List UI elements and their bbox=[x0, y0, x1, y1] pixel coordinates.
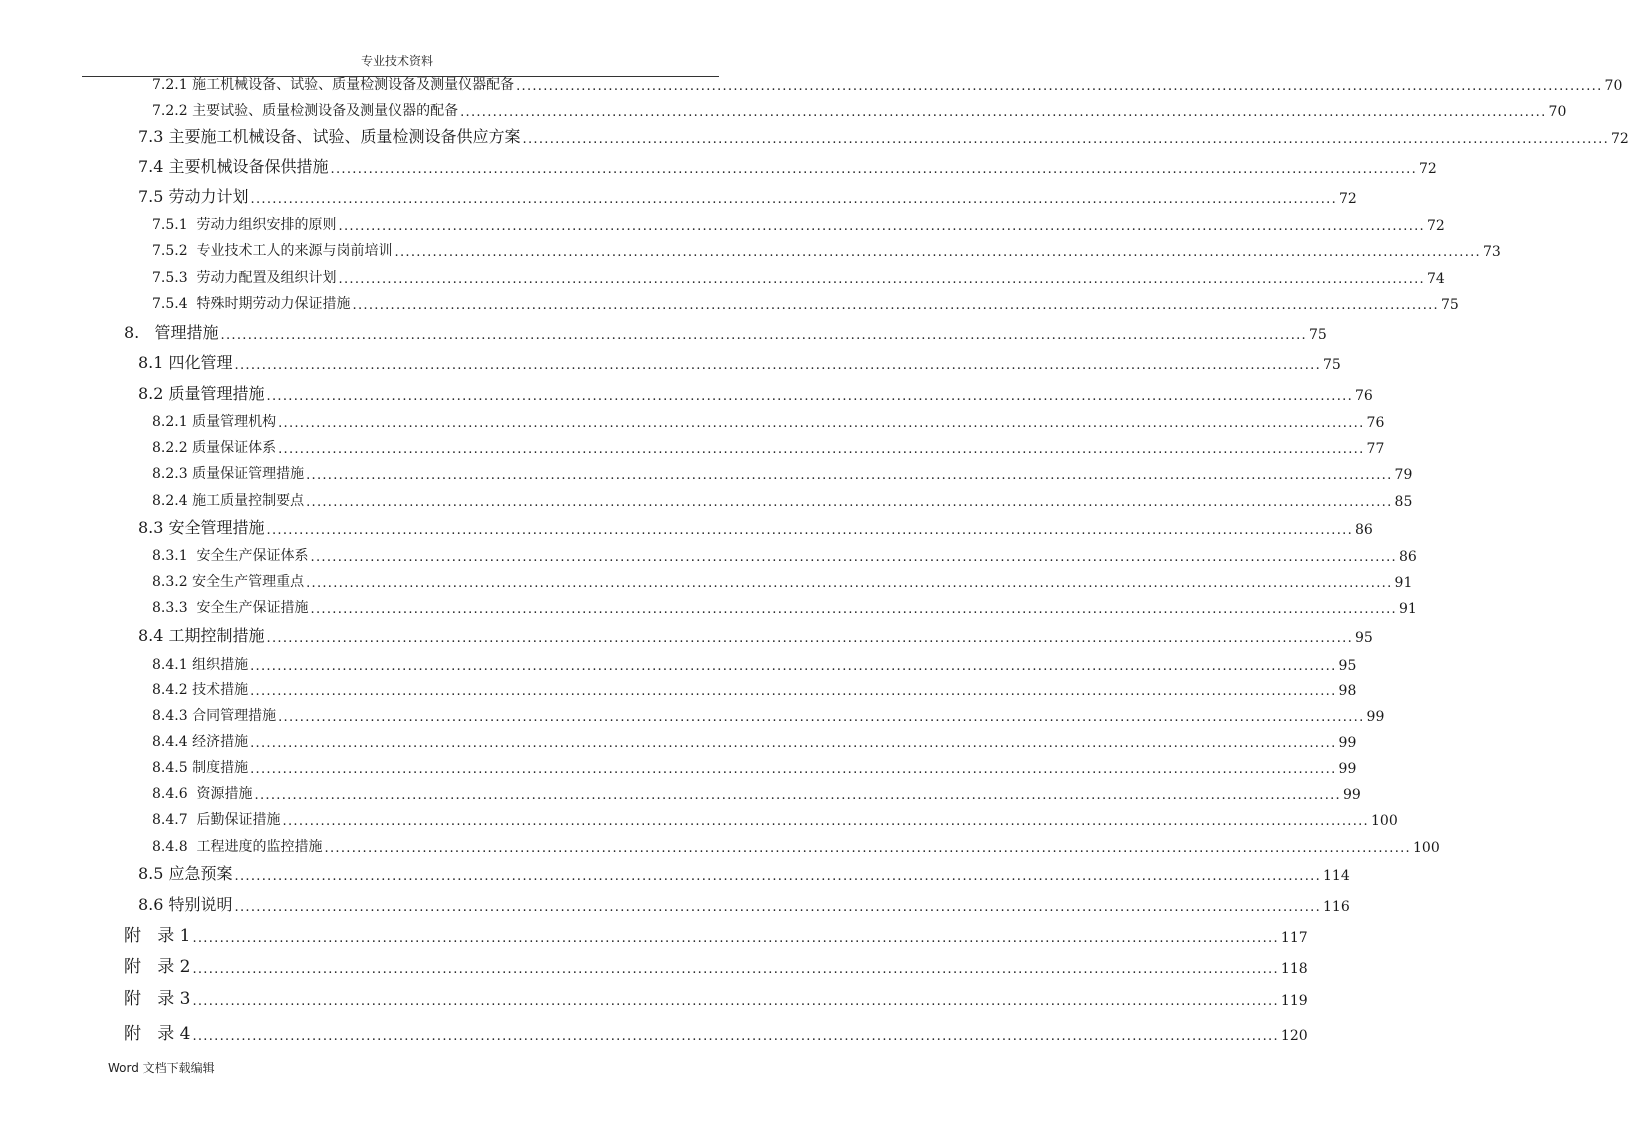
toc-page-number: 86 bbox=[1355, 522, 1373, 538]
toc-entry-title: 8.2.3 质量保证管理措施 bbox=[152, 466, 305, 482]
toc-page-number: 99 bbox=[1343, 787, 1361, 803]
toc-entry-title: 8.4.1 组织措施 bbox=[152, 657, 249, 673]
toc-entry[interactable] bbox=[152, 265, 1445, 287]
toc-dot-leader: ........................................................................................................................................................................................................ bbox=[460, 105, 1547, 120]
toc-entry-title: 8.6 特别说明 bbox=[138, 895, 233, 914]
toc-dot-leader: ........................................................................................................................................................................................................ bbox=[250, 659, 1337, 674]
toc-entry[interactable] bbox=[152, 212, 1445, 234]
toc-dot-leader: ........................................................................................................................................................................................................ bbox=[254, 788, 1341, 803]
toc-entry-title: 7.2.1 施工机械设备、试验、质量检测设备及测量仪器配备 bbox=[152, 77, 515, 93]
toc-entry-title: 8.3.1 安全生产保证体系 bbox=[152, 548, 309, 564]
toc-entry[interactable] bbox=[152, 652, 1357, 674]
toc-entry[interactable] bbox=[138, 516, 1373, 538]
toc-dot-leader: ........................................................................................................................................................................................................ bbox=[394, 245, 1481, 260]
toc-entry[interactable] bbox=[152, 807, 1398, 829]
toc-dot-leader: ........................................................................................................................................................................................................ bbox=[192, 994, 1279, 1009]
toc-dot-leader: ........................................................................................................................................................................................................ bbox=[516, 79, 1603, 94]
toc-page-number: 72 bbox=[1339, 191, 1357, 207]
toc-entry[interactable] bbox=[124, 955, 1308, 977]
toc-entry[interactable] bbox=[152, 729, 1357, 751]
page-footer: Word 文档下载编辑 bbox=[108, 1061, 215, 1075]
toc-dot-leader: ........................................................................................................................................................................................................ bbox=[234, 869, 1322, 884]
toc-entry[interactable] bbox=[152, 595, 1417, 617]
toc-page-number: 99 bbox=[1366, 709, 1385, 725]
toc-entry[interactable] bbox=[152, 488, 1413, 510]
toc-entry[interactable] bbox=[138, 893, 1350, 915]
toc-page-number: 75 bbox=[1323, 357, 1341, 373]
toc-entry-title: 8.4.8 工程进度的监控措施 bbox=[152, 839, 323, 855]
toc-dot-leader: ........................................................................................................................................................................................................ bbox=[522, 132, 1610, 147]
toc-entry[interactable] bbox=[138, 382, 1373, 404]
toc-entry[interactable] bbox=[138, 125, 1629, 147]
toc-dot-leader: ........................................................................................................................................................................................................ bbox=[250, 762, 1337, 777]
toc-dot-leader: ........................................................................................................................................................................................................ bbox=[192, 962, 1279, 977]
toc-entry[interactable] bbox=[138, 185, 1357, 207]
toc-entry-title: 7.5.1 劳动力组织安排的原则 bbox=[152, 217, 337, 233]
toc-page-number: 100 bbox=[1371, 813, 1398, 829]
toc-entry[interactable] bbox=[152, 409, 1385, 431]
toc-entry[interactable] bbox=[152, 461, 1413, 483]
toc-page-number: 99 bbox=[1338, 761, 1357, 777]
toc-entry-title: 7.4 主要机械设备保供措施 bbox=[138, 157, 329, 176]
toc-entry[interactable] bbox=[152, 543, 1417, 565]
toc-page-number: 95 bbox=[1355, 630, 1373, 646]
toc-entry[interactable] bbox=[152, 291, 1459, 313]
toc-page-number: 100 bbox=[1413, 840, 1440, 856]
toc-page-number: 114 bbox=[1323, 868, 1350, 884]
toc-dot-leader: ........................................................................................................................................................................................................ bbox=[234, 900, 1322, 915]
toc-entry-title: 8.2.2 质量保证体系 bbox=[152, 440, 277, 456]
toc-entry-title: 附 录 2 bbox=[124, 957, 191, 977]
toc-entry-title: 8.3.3 安全生产保证措施 bbox=[152, 600, 309, 616]
toc-entry[interactable] bbox=[152, 781, 1361, 803]
toc-page-number: 72 bbox=[1419, 161, 1437, 177]
toc-entry-title: 8.4.4 经济措施 bbox=[152, 734, 249, 750]
toc-page-number: 70 bbox=[1604, 78, 1623, 94]
toc-dot-leader: ........................................................................................................................................................................................................ bbox=[306, 468, 1393, 483]
toc-dot-leader: ........................................................................................................................................................................................................ bbox=[278, 710, 1365, 725]
toc-page-number: 119 bbox=[1280, 993, 1308, 1009]
toc-entry[interactable] bbox=[152, 569, 1413, 591]
toc-entry[interactable] bbox=[138, 351, 1341, 373]
toc-entry[interactable] bbox=[152, 98, 1567, 120]
toc-entry-title: 8.2 质量管理措施 bbox=[138, 384, 265, 403]
toc-entry-title: 附 录 3 bbox=[124, 989, 191, 1009]
toc-entry[interactable] bbox=[152, 435, 1385, 457]
toc-entry[interactable] bbox=[152, 677, 1357, 699]
toc-dot-leader: ........................................................................................................................................................................................................ bbox=[220, 328, 1307, 343]
toc-dot-leader: ........................................................................................................................................................................................................ bbox=[192, 1029, 1279, 1044]
toc-entry-title: 7.5.4 特殊时期劳动力保证措施 bbox=[152, 296, 351, 312]
toc-dot-leader: ........................................................................................................................................................................................................ bbox=[338, 219, 1425, 234]
toc-entry[interactable] bbox=[138, 624, 1373, 646]
toc-entry-title: 7.3 主要施工机械设备、试验、质量检测设备供应方案 bbox=[138, 127, 521, 146]
toc-entry[interactable] bbox=[138, 155, 1437, 177]
toc-entry-title: 7.5 劳动力计划 bbox=[138, 187, 249, 206]
toc-entry-title: 8.2.4 施工质量控制要点 bbox=[152, 493, 305, 509]
toc-entry-title: 7.5.2 专业技术工人的来源与岗前培训 bbox=[152, 243, 393, 259]
toc-entry-title: 附 录 4 bbox=[124, 1024, 191, 1044]
page-header-title: 专业技术资料 bbox=[360, 54, 433, 68]
toc-page-number: 73 bbox=[1483, 244, 1501, 260]
toc-page-number: 118 bbox=[1280, 961, 1308, 977]
toc-dot-leader: ........................................................................................................................................................................................................ bbox=[250, 684, 1337, 699]
toc-entry-title: 7.5.3 劳动力配置及组织计划 bbox=[152, 270, 337, 286]
toc-dot-leader: ........................................................................................................................................................................................................ bbox=[310, 602, 1397, 617]
toc-page-number: 91 bbox=[1399, 601, 1417, 617]
toc-entry-title: 8.3 安全管理措施 bbox=[138, 518, 265, 537]
toc-dot-leader: ........................................................................................................................................................................................................ bbox=[352, 298, 1439, 313]
toc-dot-leader: ........................................................................................................................................................................................................ bbox=[324, 841, 1411, 856]
toc-dot-leader: ........................................................................................................................................................................................................ bbox=[282, 814, 1369, 829]
toc-page-number: 72 bbox=[1427, 218, 1445, 234]
toc-entry-title: 8.4.3 合同管理措施 bbox=[152, 708, 277, 724]
toc-entry[interactable] bbox=[152, 755, 1357, 777]
toc-dot-leader: ........................................................................................................................................................................................................ bbox=[278, 416, 1365, 431]
toc-page-number: 91 bbox=[1394, 575, 1413, 591]
toc-entry-title: 8.4 工期控制措施 bbox=[138, 626, 265, 645]
toc-page-number: 74 bbox=[1427, 271, 1445, 287]
toc-page-number: 85 bbox=[1394, 494, 1413, 510]
toc-entry-title: 7.2.2 主要试验、质量检测设备及测量仪器的配备 bbox=[152, 103, 459, 119]
toc-page-number: 95 bbox=[1338, 658, 1357, 674]
toc-page-number: 117 bbox=[1280, 930, 1308, 946]
toc-entry-title: 8.4.6 资源措施 bbox=[152, 786, 253, 802]
toc-entry[interactable] bbox=[152, 703, 1385, 725]
toc-dot-leader: ........................................................................................................................................................................................................ bbox=[310, 550, 1397, 565]
toc-dot-leader: ........................................................................................................................................................................................................ bbox=[234, 358, 1322, 373]
toc-entry[interactable] bbox=[124, 924, 1308, 946]
toc-entry-title: 附 录 1 bbox=[124, 926, 191, 946]
toc-dot-leader: ........................................................................................................................................................................................................ bbox=[278, 442, 1365, 457]
toc-page-number: 76 bbox=[1355, 388, 1373, 404]
toc-entry-title: 8. 管理措施 bbox=[124, 323, 219, 342]
toc-page-number: 75 bbox=[1441, 297, 1459, 313]
toc-dot-leader: ........................................................................................................................................................................................................ bbox=[250, 192, 1338, 207]
toc-dot-leader: ........................................................................................................................................................................................................ bbox=[266, 523, 1354, 538]
toc-page-number: 77 bbox=[1366, 441, 1385, 457]
toc-page-number: 72 bbox=[1611, 131, 1629, 147]
toc-entry-title: 8.5 应急预案 bbox=[138, 864, 233, 883]
toc-entry[interactable] bbox=[152, 72, 1623, 94]
toc-dot-leader: ........................................................................................................................................................................................................ bbox=[330, 162, 1418, 177]
toc-entry[interactable] bbox=[124, 321, 1327, 343]
toc-entry[interactable] bbox=[152, 834, 1440, 856]
toc-page-number: 86 bbox=[1399, 549, 1417, 565]
toc-page-number: 79 bbox=[1394, 467, 1413, 483]
toc-dot-leader: ........................................................................................................................................................................................................ bbox=[250, 736, 1337, 751]
toc-page-number: 70 bbox=[1548, 104, 1567, 120]
toc-dot-leader: ........................................................................................................................................................................................................ bbox=[192, 931, 1279, 946]
toc-entry-title: 8.4.2 技术措施 bbox=[152, 682, 249, 698]
toc-page-number: 116 bbox=[1323, 899, 1350, 915]
toc-entry-title: 8.1 四化管理 bbox=[138, 353, 233, 372]
toc-dot-leader: ........................................................................................................................................................................................................ bbox=[306, 495, 1393, 510]
toc-page-number: 98 bbox=[1338, 683, 1357, 699]
toc-entry[interactable] bbox=[124, 987, 1308, 1009]
toc-dot-leader: ........................................................................................................................................................................................................ bbox=[338, 272, 1425, 287]
toc-dot-leader: ........................................................................................................................................................................................................ bbox=[306, 576, 1393, 591]
toc-page-number: 76 bbox=[1366, 415, 1385, 431]
toc-entry[interactable] bbox=[138, 862, 1350, 884]
toc-page-number: 120 bbox=[1280, 1028, 1308, 1044]
toc-page-number: 75 bbox=[1309, 327, 1327, 343]
toc-entry-title: 8.2.1 质量管理机构 bbox=[152, 414, 277, 430]
toc-entry-title: 8.4.5 制度措施 bbox=[152, 760, 249, 776]
toc-entry[interactable] bbox=[152, 238, 1501, 260]
toc-page-number: 99 bbox=[1338, 735, 1357, 751]
toc-entry-title: 8.3.2 安全生产管理重点 bbox=[152, 574, 305, 590]
toc-dot-leader: ........................................................................................................................................................................................................ bbox=[266, 389, 1354, 404]
toc-entry-title: 8.4.7 后勤保证措施 bbox=[152, 812, 281, 828]
toc-entry[interactable] bbox=[124, 1022, 1308, 1044]
toc-dot-leader: ........................................................................................................................................................................................................ bbox=[266, 631, 1354, 646]
